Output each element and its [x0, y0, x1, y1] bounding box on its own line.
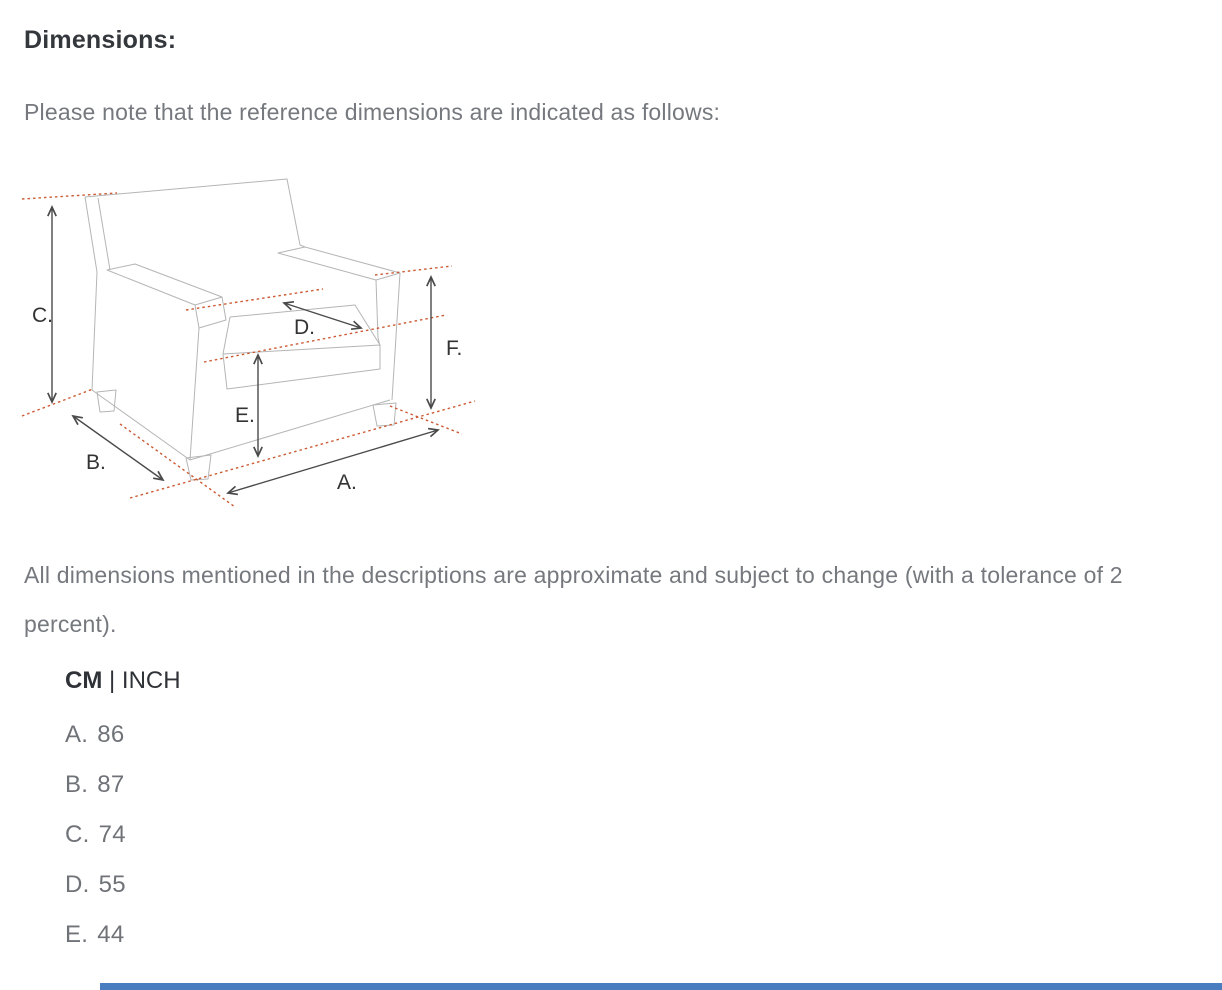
dimension-row: [65, 710, 181, 760]
units-primary: CM: [65, 667, 103, 694]
units-secondary: INCH: [121, 667, 181, 694]
dimension-key: B.: [65, 771, 89, 798]
dimension-label-a: A.: [337, 471, 357, 494]
dimension-row: [65, 810, 181, 860]
intro-text: Please note that the reference dimensions are indicated as follows:: [24, 99, 721, 125]
tolerance-note: All dimensions mentioned in the descriptions are approximate and subject to change (with a tolerance of 2 percent).: [24, 562, 1123, 637]
dimensions-list: [65, 666, 181, 960]
dimension-value: 55: [98, 871, 126, 898]
dimension-value: 86: [97, 721, 125, 748]
dimension-value: 87: [97, 771, 125, 798]
dimension-row: [65, 910, 181, 960]
dimension-key: A.: [65, 721, 89, 748]
units-header: [65, 666, 181, 710]
dimension-label-c: C.: [32, 304, 53, 327]
dimension-key: D.: [65, 871, 90, 898]
dimension-row: [65, 860, 181, 910]
dimension-label-d: D.: [294, 316, 315, 339]
dimension-value: 74: [98, 821, 126, 848]
dimension-row: [65, 760, 181, 810]
bottom-accent-bar: [100, 983, 1222, 990]
dimension-label-b: B.: [86, 451, 106, 474]
dimension-value: 44: [97, 921, 125, 948]
units-separator: |: [109, 667, 116, 694]
chair-dimensions-diagram: [10, 162, 480, 512]
dimension-label-f: F.: [446, 337, 463, 360]
dimension-label-e: E.: [235, 404, 255, 427]
dimension-key: C.: [65, 821, 90, 848]
dimension-key: E.: [65, 921, 89, 948]
section-title: Dimensions:: [24, 26, 177, 54]
